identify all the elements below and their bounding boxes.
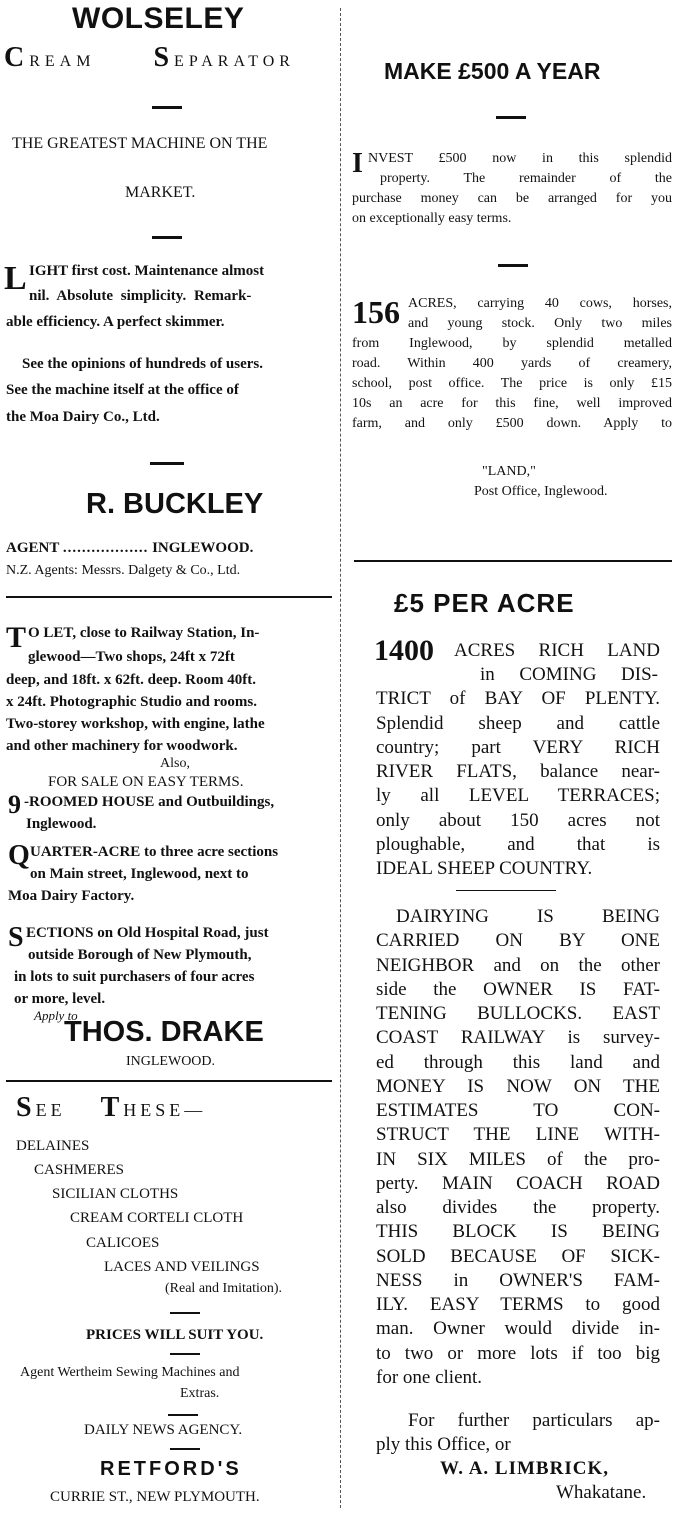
land-label: "LAND," [482, 464, 536, 479]
retford-address: CURRIE ST., NEW PLYMOUTH. [50, 1489, 260, 1505]
per-acre-text: THIS BLOCK IS BEING [376, 1221, 660, 1242]
per-acre-text: only about 150 acres not [376, 810, 660, 831]
make-500-text: farm, and only £500 down. Apply to [352, 416, 672, 431]
drake-text: on Main street, Inglewood, next to [30, 866, 249, 882]
per-acre-text: for one client. [376, 1367, 483, 1388]
product-item: CASHMERES [34, 1162, 125, 1178]
wolseley-headline-2: MARKET. [125, 184, 196, 201]
drake-apply: Apply to [34, 1008, 78, 1023]
drake-text: glewood—Two shops, 24ft x 72ft [28, 649, 235, 665]
product-note: (Real and Imitation). [165, 1281, 283, 1296]
drake-text: in lots to suit purchasers of four acres [14, 969, 255, 985]
per-acre-text: ed through this land and [376, 1052, 660, 1073]
wolseley-headline: THE GREATEST MACHINE ON THE [12, 135, 268, 152]
drake-text: Inglewood. [26, 816, 97, 832]
per-acre-text: perty. MAIN COACH ROAD [376, 1173, 660, 1194]
drop-cap: T [6, 621, 27, 654]
product-item: LACES AND VEILINGS [104, 1259, 260, 1275]
drop-cap: L [4, 260, 27, 297]
see-these-heading: SEE THESE— [16, 1092, 207, 1123]
per-acre-text: NESS in OWNER'S FAM- [376, 1270, 660, 1291]
retford-name: RETFORD'S [100, 1458, 242, 1480]
product-item: CALICOES [86, 1235, 160, 1251]
per-acre-text: ly all LEVEL TERRACES; [376, 785, 660, 806]
per-acre-text: ESTIMATES TO CON- [376, 1100, 660, 1121]
drake-text: or more, level. [14, 991, 106, 1007]
per-acre-text: STRUCT THE LINE WITH- [376, 1124, 660, 1145]
make-500-text: NVEST £500 now in this splendid [368, 151, 672, 166]
drake-text: Two-storey workshop, with engine, lathe [6, 716, 265, 732]
retford-agent: Agent Wertheim Sewing Machines and [20, 1365, 240, 1380]
buckley-name: R. BUCKLEY [86, 488, 264, 520]
drake-text: Also, [160, 756, 190, 771]
daily-news-line: DAILY NEWS AGENCY. [84, 1422, 243, 1438]
right-column [346, 0, 677, 1513]
drake-text: UARTER-ACRE to three acre sections [30, 844, 279, 860]
drake-town: INGLEWOOD. [126, 1054, 216, 1069]
per-acre-text: ACRES RICH LAND [454, 640, 660, 661]
separator-dash [152, 236, 182, 239]
per-acre-text: COAST RAILWAY is survey- [376, 1027, 660, 1048]
drake-text: outside Borough of New Plymouth, [28, 947, 252, 963]
make-500-text: on exceptionally easy terms. [352, 211, 512, 226]
retford-agent: Extras. [180, 1386, 220, 1401]
wolseley-text: See the opinions of hundreds of users. [22, 356, 264, 372]
per-acre-text: ply this Office, or [376, 1434, 511, 1455]
drake-text: -ROOMED HOUSE and Outbuildings, [24, 794, 275, 810]
separator-dash [152, 106, 182, 109]
per-acre-text: For further particulars ap- [408, 1410, 660, 1431]
separator-dash [168, 1414, 198, 1416]
separator-dash [496, 116, 526, 119]
per-acre-text: to two or more lots if too big [376, 1343, 660, 1364]
per-acre-text: country; part VERY RICH [376, 737, 660, 758]
drop-cap: S [8, 922, 24, 953]
make-500-text: road. Within 400 yards of creamery, [352, 356, 672, 371]
product-item: DELAINES [16, 1138, 90, 1154]
buckley-nz-agents: N.Z. Agents: Messrs. Dalgety & Co., Ltd. [6, 563, 241, 578]
per-acre-text: TRICT of BAY OF PLENTY. [376, 688, 660, 709]
make-500-text: ACRES, carrying 40 cows, horses, [408, 296, 672, 311]
per-acre-text: also divides the property. [376, 1197, 660, 1218]
drake-text: O LET, close to Railway Station, In- [28, 625, 260, 641]
make-500-text: 10s an acre for this fine, well improved [352, 396, 672, 411]
make-500-title: MAKE £500 A YEAR [384, 58, 601, 84]
post-office-label: Post Office, Inglewood. [474, 484, 608, 499]
per-acre-text: MONEY IS NOW ON THE [376, 1076, 660, 1097]
limbrick-town: Whakatane. [556, 1482, 647, 1503]
drop-cap: I [352, 148, 363, 179]
acres-number: 1400 [374, 634, 434, 667]
separator-dash [498, 264, 528, 267]
per-acre-text: IN SIX MILES of the pro- [376, 1149, 660, 1170]
per-acre-text: Splendid sheep and cattle [376, 713, 660, 734]
make-500-text: property. The remainder of the [380, 171, 672, 186]
per-acre-text: RIVER FLATS, balance near- [376, 761, 660, 782]
drake-name: THOS. DRAKE [64, 1016, 264, 1048]
drake-for-sale: FOR SALE ON EASY TERMS. [48, 774, 244, 790]
wolseley-text: IGHT first cost. Maintenance almost [29, 263, 265, 279]
product-item: CREAM CORTELI CLOTH [70, 1210, 244, 1226]
drake-text: deep, and 18ft. x 62ft. deep. Room 40ft. [6, 672, 256, 688]
drake-text: ECTIONS on Old Hospital Road, just [26, 925, 269, 941]
rule [354, 560, 672, 562]
separator-dash [150, 462, 184, 465]
separator-dash [170, 1312, 200, 1314]
left-column [0, 0, 338, 1513]
per-acre-title: £5 PER ACRE [394, 588, 575, 618]
cream-separator-heading: CREAM SEPARATOR [4, 42, 295, 73]
product-item: SICILIAN CLOTHS [52, 1186, 179, 1202]
drake-text: x 24ft. Photographic Studio and rooms. [6, 694, 258, 710]
wolseley-text: nil. Absolute simplicity. Remark- [29, 288, 252, 304]
separator-dash [170, 1448, 200, 1450]
acres-number: 156 [352, 294, 400, 330]
wolseley-text: the Moa Dairy Co., Ltd. [6, 409, 160, 425]
make-500-text: purchase money can be arranged for you [352, 191, 672, 206]
column-divider [340, 8, 341, 1508]
wolseley-title: WOLSELEY [72, 2, 245, 35]
wolseley-text: able efficiency. A perfect skimmer. [6, 314, 225, 330]
per-acre-text: man. Owner would divide in- [376, 1318, 660, 1339]
wolseley-text: See the machine itself at the office of [6, 382, 239, 398]
per-acre-text: SOLD BECAUSE OF SICK- [376, 1246, 660, 1267]
drake-text: Moa Dairy Factory. [8, 888, 135, 904]
rule [6, 1080, 332, 1082]
per-acre-text: ILY. EASY TERMS to good [376, 1294, 660, 1315]
drop-cap: 9 [8, 790, 21, 819]
per-acre-text: IDEAL SHEEP COUNTRY. [376, 858, 593, 879]
per-acre-text: DAIRYING IS BEING [396, 906, 660, 927]
rule [6, 596, 332, 598]
prices-line: PRICES WILL SUIT YOU. [86, 1327, 264, 1343]
separator-dash [170, 1353, 200, 1355]
buckley-agent-line: AGENT .................. INGLEWOOD. [6, 540, 254, 556]
per-acre-text: ploughable, and that is [376, 834, 660, 855]
rule [456, 890, 556, 891]
per-acre-text: side the OWNER IS FAT- [376, 979, 660, 1000]
drop-cap: Q [8, 840, 30, 871]
limbrick-name: W. A. LIMBRICK, [440, 1458, 609, 1479]
make-500-text: school, post office. The price is only £15 [352, 376, 672, 391]
per-acre-text: TENING BULLOCKS. EAST [376, 1003, 660, 1024]
per-acre-text: in COMING DIS- [480, 664, 658, 685]
make-500-text: from Inglewood, by splendid metalled [352, 336, 672, 351]
drake-text: and other machinery for woodwork. [6, 738, 238, 754]
per-acre-text: NEIGHBOR and on the other [376, 955, 660, 976]
make-500-text: and young stock. Only two miles [408, 316, 672, 331]
per-acre-text: CARRIED ON BY ONE [376, 930, 660, 951]
